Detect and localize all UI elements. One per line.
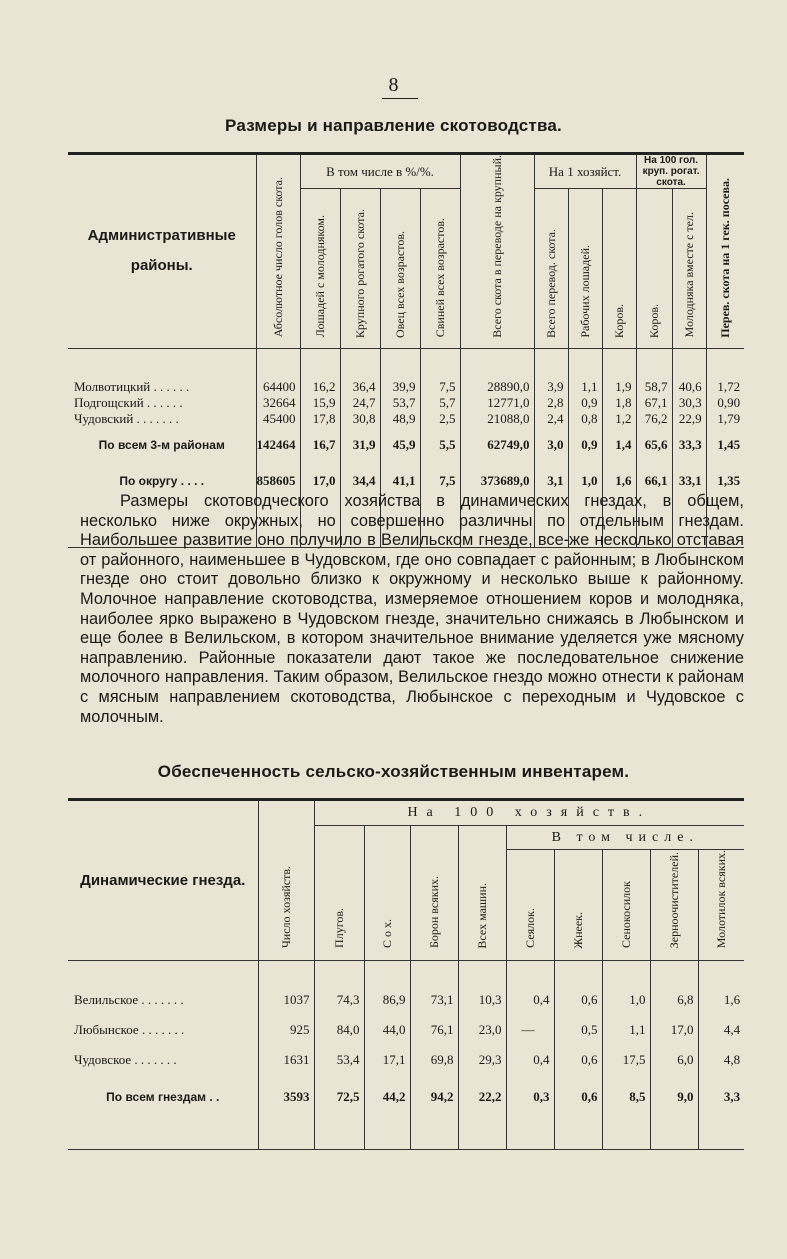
cell-hh-work: 0,9 [568,395,602,411]
cell-total: 28890,0 [460,379,534,395]
cell-ploughs: 74,3 [314,985,364,1015]
cell-hh-total: 3,0 [534,427,568,463]
col-cows100-header: Коров. [646,303,661,338]
col-absolute-header: Абсолютное число голов скота. [270,177,285,338]
group-incl-header: В том числе. [506,826,744,850]
cell-harrows: 94,2 [410,1075,458,1119]
cell-pigs: 2,5 [420,411,460,427]
cell-reapers: 0,6 [554,1045,602,1075]
table-row [68,1015,744,1045]
cell-total: 21088,0 [460,411,534,427]
cell-horses: 17,8 [300,411,340,427]
cell-reapers: 0,5 [554,1015,602,1045]
group-per100-header: На 100 гол. круп. рогат. скота. [636,154,706,189]
cell-cleaners: 6,8 [650,985,698,1015]
cell-machines: 23,0 [458,1015,506,1045]
cell-cleaners: 17,0 [650,1015,698,1045]
cell-hh-cows: 1,4 [602,427,636,463]
cell-horses: 17,0 [300,463,340,499]
body-paragraph: Размеры скотоводческого хозяйства в динамических гнездах, в общем, несколько ниже окружных, но совершенно различны по отдельным гнездам. Наибольшее развитие оно получило в Велильском гнезде, все-же несколько отставая от районного, наименьшее в Чудовском, где оно совпадает с районным; в Любынском гнезде оно стоит довольно близко к окружному и несколько выше к районному. Молочное направление скотоводства, измеряемое отношением коров и молодняка, наиболее ярко выражено в Чудовском гнезде, значительно снижаясь в Любынском и еще более в Велильском, в котором значительное внимание уделяется уже мясному направлению. Районные показатели дают такое же последовательное снижение молочного направления. Таким образом, Велильское гнездо можно отнести к районам с мясным направлением скотоводства, Любынское с переходным и Чудовское с молочным. [80,492,744,726]
cell-hh-cows: 1,2 [602,411,636,427]
cell-young: 30,3 [672,395,706,411]
table-row [68,379,744,395]
cell-abs: 142464 [256,427,300,463]
cell-sheep: 45,9 [380,427,420,463]
col-hh-cows-header: Коров. [611,303,626,338]
col-horses-header: Лошадей с молодняком. [312,215,327,338]
cell-horses: 15,9 [300,395,340,411]
cell-hh-total: 3,9 [534,379,568,395]
table1-stub-header: Административные районы. [68,154,256,349]
cell-abs: 32664 [256,395,300,411]
cell-total: 373689,0 [460,463,534,499]
cell-horses: 16,2 [300,379,340,395]
table-row [68,985,744,1015]
cell-abs: 858605 [256,463,300,499]
cell-threshers: 4,8 [698,1045,744,1075]
cell-cattle: 30,8 [340,411,380,427]
col-young-header: Молодняка вместе с тел. [681,212,696,338]
cell-sheep: 53,7 [380,395,420,411]
cell-seeders: 0,4 [506,1045,554,1075]
table2-title: Обеспеченность сельско-хозяйственным инвентарем. [157,762,630,781]
cell-hh-cows: 1,8 [602,395,636,411]
cell-hh-work: 0,8 [568,411,602,427]
cell-total: 62749,0 [460,427,534,463]
cell-cows100: 66,1 [636,463,672,499]
cell-machines: 29,3 [458,1045,506,1075]
cell-mowers: 17,5 [602,1045,650,1075]
cell-pigs: 5,5 [420,427,460,463]
cell-ploughs: 84,0 [314,1015,364,1045]
row-name: Чудовское . . . . . . . [74,1052,177,1068]
cell-reapers: 0,6 [554,985,602,1015]
cell-hh-total: 3,1 [534,463,568,499]
cell-cows100: 76,2 [636,411,672,427]
group-per-household-header: На 1 хозяйст. [534,154,636,189]
cell-households: 1037 [258,985,314,1015]
col-seeders-header: Сеялок. [522,908,537,949]
group-percent-header: В том числе в %/%. [300,154,460,189]
cell-cows100: 65,6 [636,427,672,463]
cell-threshers: 3,3 [698,1075,744,1119]
cell-households: 1631 [258,1045,314,1075]
table-row [68,1045,744,1075]
cell-pigs: 7,5 [420,379,460,395]
col-sheep-header: Овец всех возрастов. [392,230,407,338]
cell-hh-work: 1,0 [568,463,602,499]
col-per-ha-header: Перев. скота на 1 гек. посева. [717,177,732,338]
cell-per-ha: 1,72 [706,379,744,395]
cell-total: 12771,0 [460,395,534,411]
cell-per-ha: 1,45 [706,427,744,463]
cell-sokha: 44,2 [364,1075,410,1119]
row-name: Молвотицкий . . . . . . [74,378,190,394]
cell-cattle: 24,7 [340,395,380,411]
col-threshers-header: Молотилок всяких. [713,850,728,949]
cell-cattle: 31,9 [340,427,380,463]
col-mowers-header: Сенокосилок [618,881,633,949]
col-work-horses-header: Рабочих лошадей. [577,245,592,338]
cell-mowers: 1,0 [602,985,650,1015]
cell-per-ha: 0,90 [706,395,744,411]
table1-title: Размеры и направление скотоводства. [225,116,562,135]
cell-households: 925 [258,1015,314,1045]
table-row-total [68,427,744,463]
row-name: Велильское . . . . . . . [74,992,184,1008]
cell-abs: 45400 [256,411,300,427]
col-total-converted-header: Всего скота в переводе на крупный. [489,155,504,338]
col-hh-total-header: Всего перевод. скота. [543,228,558,338]
cell-cattle: 36,4 [340,379,380,395]
row-name: По округу . . . . [119,473,205,488]
table-row [68,395,744,411]
cell-horses: 16,7 [300,427,340,463]
cell-pigs: 7,5 [420,463,460,499]
cell-per-ha: 1,79 [706,411,744,427]
cell-threshers: 1,6 [698,985,744,1015]
cell-seeders: 0,4 [506,985,554,1015]
col-ploughs-header: Плугов. [331,908,346,949]
cell-sokha: 17,1 [364,1045,410,1075]
cell-seeders: 0,3 [506,1075,554,1119]
cell-hh-cows: 1,9 [602,379,636,395]
cell-sheep: 39,9 [380,379,420,395]
row-name: Чудовский . . . . . . . [74,410,179,426]
row-name: Любынское . . . . . . . [74,1022,185,1038]
table2-stub-header: Динамические гнезда. [68,800,258,961]
inventory-table [68,798,744,1150]
cell-pigs: 5,7 [420,395,460,411]
cell-sheep: 41,1 [380,463,420,499]
cell-machines: 10,3 [458,985,506,1015]
page-number-underline [382,98,418,99]
cell-young: 33,1 [672,463,706,499]
cell-cleaners: 9,0 [650,1075,698,1119]
cell-cleaners: 6,0 [650,1045,698,1075]
cell-young: 40,6 [672,379,706,395]
cell-hh-work: 0,9 [568,427,602,463]
cell-young: 33,3 [672,427,706,463]
cell-per-ha: 1,35 [706,463,744,499]
cell-young: 22,9 [672,411,706,427]
cell-hh-work: 1,1 [568,379,602,395]
cell-ploughs: 72,5 [314,1075,364,1119]
cell-mowers: 8,5 [602,1075,650,1119]
row-name: По всем 3-м районам [98,437,225,452]
col-sokha-header: С о х. [379,919,394,949]
cell-ploughs: 53,4 [314,1045,364,1075]
col-cattle-header: Крупного рогатого скота. [352,208,367,338]
col-harrows-header: Борон всяких. [426,876,441,949]
cell-abs: 64400 [256,379,300,395]
cell-sokha: 86,9 [364,985,410,1015]
row-name: Подгощский . . . . . . [74,394,183,410]
cell-harrows: 76,1 [410,1015,458,1045]
page-number: 8 [388,74,399,96]
cell-harrows: 73,1 [410,985,458,1015]
cell-cows100: 67,1 [636,395,672,411]
cell-cows100: 58,7 [636,379,672,395]
cell-mowers: 1,1 [602,1015,650,1045]
col-households-header: Число хозяйств. [278,866,293,949]
cell-hh-cows: 1,6 [602,463,636,499]
cell-machines: 22,2 [458,1075,506,1119]
table-row-total [68,1075,744,1119]
col-cleaners-header: Зерноочистителей. [666,852,681,949]
livestock-table [68,152,744,548]
cell-hh-total: 2,4 [534,411,568,427]
cell-seeders: — [506,1015,554,1045]
group-per100-hh-header: На 100 хозяйств. [314,800,744,826]
cell-households: 3593 [258,1075,314,1119]
row-name: По всем гнездам . . [106,1090,220,1105]
cell-reapers: 0,6 [554,1075,602,1119]
cell-threshers: 4,4 [698,1015,744,1045]
col-pigs-header: Свиней всех возрастов. [432,218,447,338]
cell-sokha: 44,0 [364,1015,410,1045]
table-row [68,411,744,427]
cell-cattle: 34,4 [340,463,380,499]
col-machines-header: Всех машин. [474,882,489,949]
cell-sheep: 48,9 [380,411,420,427]
col-reapers-header: Жнеек. [570,911,585,949]
cell-hh-total: 2,8 [534,395,568,411]
cell-harrows: 69,8 [410,1045,458,1075]
